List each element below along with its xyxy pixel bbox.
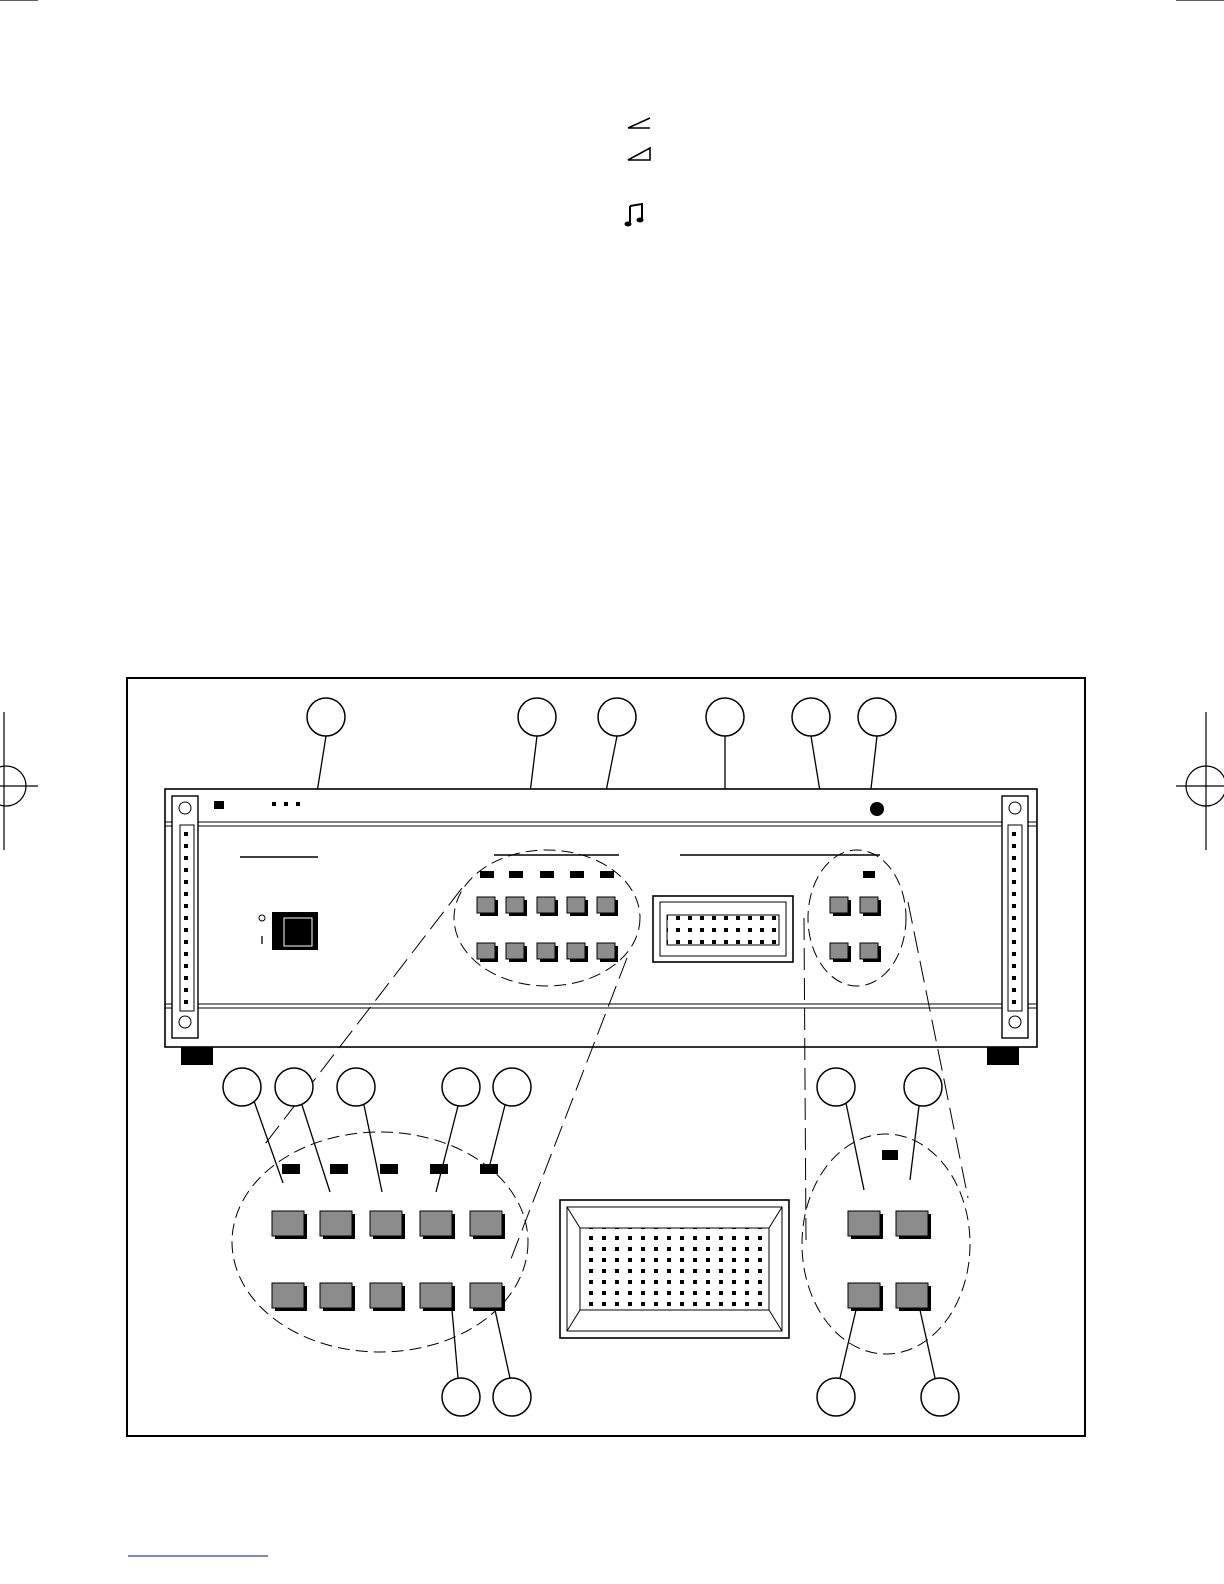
transport-bottom-button-4[interactable] — [597, 943, 615, 959]
callouts-top — [307, 698, 896, 736]
detail-mute-button[interactable] — [896, 1283, 928, 1308]
detail-led-4 — [480, 1164, 498, 1174]
led-0 — [480, 871, 494, 878]
transport-bottom-button-3[interactable] — [567, 943, 585, 959]
detail-led-1 — [330, 1164, 348, 1174]
detail-bottom-button-0[interactable] — [272, 1283, 304, 1308]
transport-top-button-3[interactable] — [567, 897, 585, 913]
transport-bottom-button-2[interactable] — [537, 943, 555, 959]
detail-led-2 — [380, 1164, 398, 1174]
volume-max-small-button[interactable] — [830, 943, 848, 959]
volume-down-small-button[interactable] — [830, 897, 848, 913]
detail-led-3 — [430, 1164, 448, 1174]
led-2 — [540, 871, 554, 878]
detail-volume-down-button[interactable] — [848, 1211, 880, 1236]
detail-top-button-3[interactable] — [420, 1211, 452, 1236]
detail-top-button-1[interactable] — [320, 1211, 352, 1236]
mute-small-button[interactable] — [860, 943, 878, 959]
volume-up-small-button[interactable] — [860, 897, 878, 913]
transport-bottom-button-1[interactable] — [506, 943, 524, 959]
detail-bottom-button-3[interactable] — [420, 1283, 452, 1308]
detail-volume-up-button[interactable] — [896, 1211, 928, 1236]
volume-detail-ellipse — [802, 1134, 970, 1354]
transport-top-button-4[interactable] — [597, 897, 615, 913]
detail-top-button-0[interactable] — [272, 1211, 304, 1236]
transport-top-button-2[interactable] — [537, 897, 555, 913]
detail-bottom-button-1[interactable] — [320, 1283, 352, 1308]
rack-unit — [165, 789, 1037, 1065]
detail-volume-led — [882, 1150, 898, 1160]
detail-top-button-2[interactable] — [370, 1211, 402, 1236]
led-3 — [570, 871, 584, 878]
detail-bottom-button-4[interactable] — [470, 1283, 502, 1308]
transport-top-button-0[interactable] — [477, 897, 495, 913]
transport-top-button-1[interactable] — [506, 897, 524, 913]
detail-bottom-button-2[interactable] — [370, 1283, 402, 1308]
message-display-detail — [560, 1200, 789, 1338]
transport-bottom-button-0[interactable] — [477, 943, 495, 959]
detail-top-button-4[interactable] — [470, 1211, 502, 1236]
led-4 — [600, 871, 614, 878]
detail-led-0 — [282, 1164, 300, 1174]
led-1 — [509, 871, 523, 878]
volume-led — [863, 871, 875, 878]
detail-volume-max-button[interactable] — [848, 1283, 880, 1308]
